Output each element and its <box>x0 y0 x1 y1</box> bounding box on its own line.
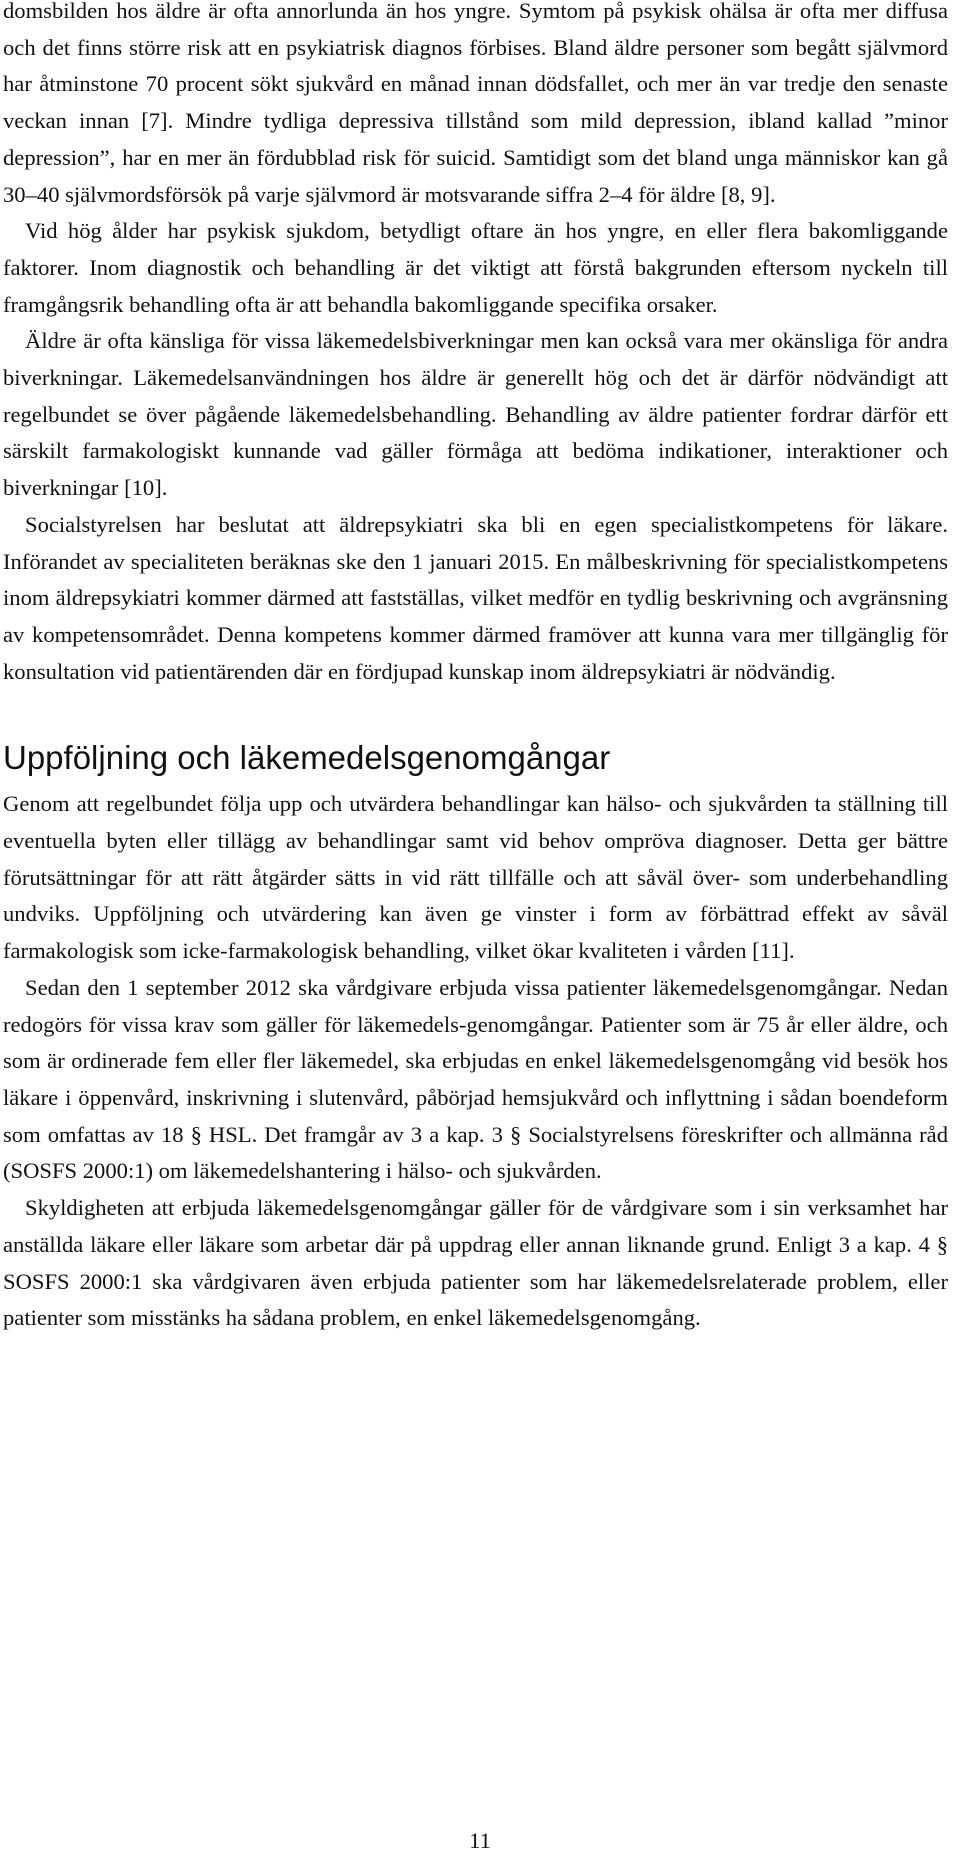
page-number: 11 <box>469 1828 491 1853</box>
body-paragraph: domsbilden hos äldre är ofta annorlunda än hos yngre. Symtom på psykisk ohälsa är ofta mer diffusa och det finns större risk att en psykiatrisk diagnos förbises. Bland äldre personer som begått självmord har åtminstone 70 procent sökt sjukvård en månad innan dödsfallet, och mer än var tredje den senaste veckan innan [7]. Mindre tydliga depressiva tillstånd som mild depression, ibland kallad ”minor depression”, har en mer än fördubblad risk för suicid. Samtidigt som det bland unga människor kan gå 30–40 självmordsförsök på varje självmord är motsvarande siffra 2–4 för äldre [8, 9]. <box>3 0 948 207</box>
body-paragraph: Äldre är ofta känsliga för vissa läkemedelsbiverkningar men kan också vara mer okänsliga för andra biverkningar. Läkemedelsanvändningen hos äldre är generellt hög och det är därför nödvändigt att regelbundet se över pågående läkemedelsbehandling. Behandling av äldre patienter fordrar därför ett särskilt farmakologiskt kunnande vad gäller förmåga att bedöma indikationer, interaktioner och biverkningar [10]. <box>3 328 948 501</box>
body-paragraph: Vid hög ålder har psykisk sjukdom, betydligt oftare än hos yngre, en eller flera bakomliggande faktorer. Inom diagnostik och behandling är det viktigt att förstå bakgrunden eftersom nyckeln till framgångsrik behandling ofta är att behandla bakomliggande specifika orsaker. <box>3 218 948 317</box>
body-paragraph: Socialstyrelsen har beslutat att äldrepsykiatri ska bli en egen specialistkompetens för läkare. Införandet av specialiteten beräknas ske den 1 januari 2015. En målbeskrivning för specialistkompetens inom äldrepsykiatri kommer därmed att fastställas, vilket medför en tydlig beskrivning och avgränsning av kompetensområdet. Denna kompetens kommer därmed framöver att kunna vara mer tillgänglig för konsultation vid patientärenden där en fördjupad kunskap inom äldrepsykiatri är nödvändig. <box>3 511 948 684</box>
body-paragraph: Genom att regelbundet följa upp och utvärdera behandlingar kan hälso- och sjukvården ta ställning till eventuella byten eller tillägg av behandlingar samt vid behov ompröva diagnoser. Detta ger bättre förutsättningar för att rätt åtgärder sätts in vid rätt tillfälle och att såväl över- som underbehandling undviks. Uppföljning och utvärdering kan även ge vinster i form av förbättrad effekt av såväl farmakologisk som icke-farmakologisk behandling, vilket ökar kvaliteten i vården [11]. <box>3 791 948 964</box>
body-paragraph: Sedan den 1 september 2012 ska vårdgivare erbjuda vissa patienter läkemedelsgenomgångar. Nedan redogörs för vissa krav som gäller för läkemedels-genomgångar. Patienter som är 75 år eller äldre, och som är ordinerade fem eller fler läkemedel, ska erbjudas en enkel läkemedelsgenomgång vid besök hos läkare i öppenvård, inskrivning i slutenvård, påbörjad hemsjukvård och inflyttning i sådan boendeform som omfattas av 18 § HSL. Det framgår av 3 a kap. 3 § Socialstyrelsens föreskrifter och allmänna råd (SOSFS 2000:1) om läkemedelshantering i hälso- och sjukvården. <box>3 974 948 1184</box>
body-paragraph: Skyldigheten att erbjuda läkemedelsgenomgångar gäller för de vårdgivare som i sin verksamhet har anställda läkare eller läkare som arbetar där på uppdrag eller annan liknande grund. Enligt 3 a kap. 4 § SOSFS 2000:1 ska vårdgivaren även erbjuda patienter som har läkemedelsrelaterade problem, eller patienter som misstänks ha sådana problem, en enkel läkemedelsgenomgång. <box>3 1195 948 1331</box>
section-heading: Uppföljning och läkemedelsgenomgångar <box>3 739 611 777</box>
